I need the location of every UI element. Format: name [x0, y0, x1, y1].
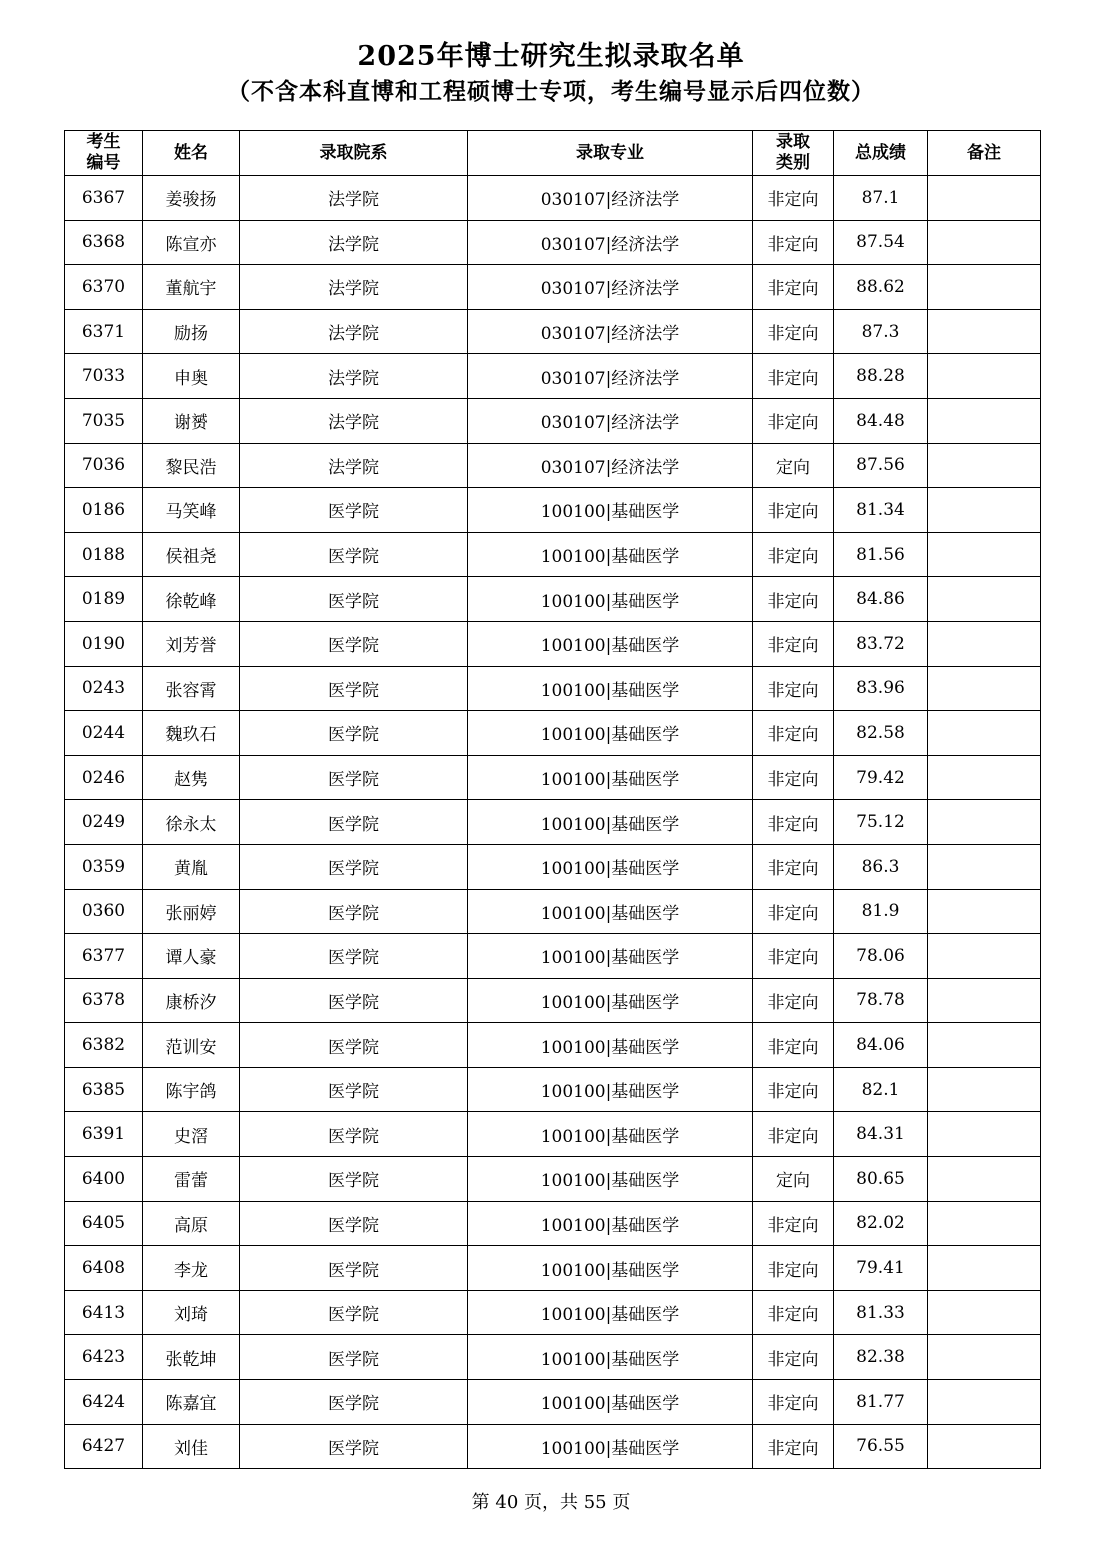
cell-department: 医学院: [240, 1380, 468, 1425]
cell-major: 100100|基础医学: [468, 844, 753, 889]
cell-type: 非定向: [753, 309, 834, 354]
table-row: [65, 1380, 1041, 1425]
cell-note: [928, 354, 1041, 399]
cell-department: 医学院: [240, 711, 468, 756]
cell-major: 030107|经济法学: [468, 176, 753, 221]
cell-department: 医学院: [240, 978, 468, 1023]
cell-id: 6385: [65, 1067, 143, 1112]
table-row: [65, 532, 1041, 577]
cell-name: 康桥汐: [143, 978, 240, 1023]
cell-major: 100100|基础医学: [468, 1112, 753, 1157]
cell-id: 7036: [65, 443, 143, 488]
cell-name: 马笑峰: [143, 488, 240, 533]
cell-major: 100100|基础医学: [468, 1424, 753, 1469]
cell-id: 6371: [65, 309, 143, 354]
cell-department: 法学院: [240, 265, 468, 310]
cell-name: 黄胤: [143, 844, 240, 889]
cell-name: 刘芳誉: [143, 621, 240, 666]
cell-name: 陈宇鸽: [143, 1067, 240, 1112]
table-row: [65, 621, 1041, 666]
cell-id: 6423: [65, 1335, 143, 1380]
cell-department: 医学院: [240, 1112, 468, 1157]
cell-major: 100100|基础医学: [468, 755, 753, 800]
cell-note: [928, 176, 1041, 221]
cell-note: [928, 621, 1041, 666]
cell-score: 80.65: [834, 1157, 928, 1202]
cell-type: 非定向: [753, 1023, 834, 1068]
cell-major: 100100|基础医学: [468, 711, 753, 756]
cell-department: 法学院: [240, 309, 468, 354]
cell-type: 非定向: [753, 1380, 834, 1425]
cell-type: 定向: [753, 1157, 834, 1202]
table-row: [65, 1067, 1041, 1112]
cell-note: [928, 398, 1041, 443]
cell-id: 6378: [65, 978, 143, 1023]
cell-score: 83.72: [834, 621, 928, 666]
cell-type: 非定向: [753, 1335, 834, 1380]
cell-department: 医学院: [240, 1157, 468, 1202]
cell-department: 法学院: [240, 443, 468, 488]
table-row: [65, 666, 1041, 711]
table-row: [65, 755, 1041, 800]
cell-name: 李龙: [143, 1246, 240, 1291]
cell-score: 76.55: [834, 1424, 928, 1469]
cell-type: 非定向: [753, 711, 834, 756]
cell-score: 81.34: [834, 488, 928, 533]
cell-major: 100100|基础医学: [468, 488, 753, 533]
table-row: [65, 354, 1041, 399]
cell-department: 医学院: [240, 666, 468, 711]
cell-score: 83.96: [834, 666, 928, 711]
cell-major: 100100|基础医学: [468, 1380, 753, 1425]
cell-major: 100100|基础医学: [468, 532, 753, 577]
cell-department: 医学院: [240, 800, 468, 845]
cell-id: 6391: [65, 1112, 143, 1157]
table-header-row: [65, 131, 1041, 176]
cell-type: 非定向: [753, 755, 834, 800]
cell-id: 0246: [65, 755, 143, 800]
cell-note: [928, 800, 1041, 845]
cell-note: [928, 1424, 1041, 1469]
cell-major: 100100|基础医学: [468, 1290, 753, 1335]
cell-major: 100100|基础医学: [468, 1335, 753, 1380]
cell-note: [928, 309, 1041, 354]
document-title: 2025年博士研究生拟录取名单: [357, 41, 745, 72]
cell-type: 非定向: [753, 265, 834, 310]
cell-name: 谢赟: [143, 398, 240, 443]
cell-major: 100100|基础医学: [468, 1023, 753, 1068]
table-row: [65, 934, 1041, 979]
cell-name: 张丽婷: [143, 889, 240, 934]
cell-name: 刘琦: [143, 1290, 240, 1335]
cell-type: 非定向: [753, 1067, 834, 1112]
cell-id: 6370: [65, 265, 143, 310]
document-subtitle: （不含本科直博和工程硕博士专项，考生编号显示后四位数）: [227, 78, 875, 105]
cell-department: 医学院: [240, 889, 468, 934]
cell-major: 030107|经济法学: [468, 265, 753, 310]
cell-type: 非定向: [753, 220, 834, 265]
cell-department: 医学院: [240, 1335, 468, 1380]
cell-department: 医学院: [240, 1067, 468, 1112]
table-row: [65, 889, 1041, 934]
cell-score: 75.12: [834, 800, 928, 845]
cell-note: [928, 934, 1041, 979]
header-score: 总成绩: [834, 131, 928, 176]
cell-id: 0189: [65, 577, 143, 622]
cell-id: 0359: [65, 844, 143, 889]
cell-major: 100100|基础医学: [468, 1157, 753, 1202]
cell-department: 医学院: [240, 621, 468, 666]
header-type: 录取类别: [753, 131, 834, 176]
cell-note: [928, 1112, 1041, 1157]
cell-score: 87.56: [834, 443, 928, 488]
table-row: [65, 265, 1041, 310]
cell-note: [928, 1246, 1041, 1291]
cell-id: 6408: [65, 1246, 143, 1291]
cell-name: 雷蕾: [143, 1157, 240, 1202]
cell-note: [928, 488, 1041, 533]
page-number: 第 40 页，共 55 页: [471, 1492, 631, 1513]
cell-id: 6377: [65, 934, 143, 979]
cell-type: 非定向: [753, 176, 834, 221]
cell-type: 非定向: [753, 1201, 834, 1246]
cell-department: 医学院: [240, 577, 468, 622]
cell-department: 医学院: [240, 934, 468, 979]
cell-major: 030107|经济法学: [468, 220, 753, 265]
cell-type: 非定向: [753, 666, 834, 711]
header-note: 备注: [928, 131, 1041, 176]
cell-name: 黎民浩: [143, 443, 240, 488]
cell-department: 医学院: [240, 755, 468, 800]
cell-score: 82.1: [834, 1067, 928, 1112]
cell-note: [928, 978, 1041, 1023]
cell-id: 0190: [65, 621, 143, 666]
cell-department: 医学院: [240, 532, 468, 577]
cell-department: 法学院: [240, 220, 468, 265]
table-row: [65, 978, 1041, 1023]
cell-name: 张乾坤: [143, 1335, 240, 1380]
table-row: [65, 1246, 1041, 1291]
cell-note: [928, 1380, 1041, 1425]
cell-id: 7035: [65, 398, 143, 443]
cell-score: 82.38: [834, 1335, 928, 1380]
table-row: [65, 398, 1041, 443]
cell-id: 6382: [65, 1023, 143, 1068]
cell-name: 励扬: [143, 309, 240, 354]
cell-score: 84.06: [834, 1023, 928, 1068]
cell-score: 79.41: [834, 1246, 928, 1291]
cell-major: 100100|基础医学: [468, 978, 753, 1023]
cell-name: 陈嘉宜: [143, 1380, 240, 1425]
cell-id: 6405: [65, 1201, 143, 1246]
cell-name: 侯祖尧: [143, 532, 240, 577]
cell-id: 0244: [65, 711, 143, 756]
cell-name: 史滘: [143, 1112, 240, 1157]
cell-major: 100100|基础医学: [468, 621, 753, 666]
cell-name: 徐永太: [143, 800, 240, 845]
cell-score: 87.1: [834, 176, 928, 221]
cell-type: 非定向: [753, 1246, 834, 1291]
cell-major: 100100|基础医学: [468, 889, 753, 934]
cell-department: 医学院: [240, 844, 468, 889]
cell-major: 030107|经济法学: [468, 443, 753, 488]
cell-score: 84.31: [834, 1112, 928, 1157]
cell-id: 0188: [65, 532, 143, 577]
table-row: [65, 800, 1041, 845]
cell-score: 81.9: [834, 889, 928, 934]
cell-note: [928, 889, 1041, 934]
cell-name: 范训安: [143, 1023, 240, 1068]
cell-score: 78.78: [834, 978, 928, 1023]
cell-type: 非定向: [753, 621, 834, 666]
cell-id: 0360: [65, 889, 143, 934]
table-row: [65, 1335, 1041, 1380]
cell-type: 非定向: [753, 1112, 834, 1157]
table-row: [65, 309, 1041, 354]
cell-major: 100100|基础医学: [468, 1246, 753, 1291]
cell-major: 030107|经济法学: [468, 398, 753, 443]
cell-score: 78.06: [834, 934, 928, 979]
header-id: 考生编号: [65, 131, 143, 176]
cell-name: 高原: [143, 1201, 240, 1246]
cell-department: 法学院: [240, 176, 468, 221]
cell-note: [928, 844, 1041, 889]
cell-name: 谭人豪: [143, 934, 240, 979]
cell-major: 100100|基础医学: [468, 577, 753, 622]
cell-type: 定向: [753, 443, 834, 488]
cell-note: [928, 577, 1041, 622]
header-department: 录取院系: [240, 131, 468, 176]
cell-note: [928, 1023, 1041, 1068]
table-row: [65, 443, 1041, 488]
cell-type: 非定向: [753, 889, 834, 934]
cell-note: [928, 1335, 1041, 1380]
cell-major: 100100|基础医学: [468, 934, 753, 979]
cell-major: 100100|基础医学: [468, 1201, 753, 1246]
cell-major: 100100|基础医学: [468, 800, 753, 845]
cell-id: 6400: [65, 1157, 143, 1202]
cell-id: 6367: [65, 176, 143, 221]
cell-note: [928, 1201, 1041, 1246]
cell-name: 刘佳: [143, 1424, 240, 1469]
cell-id: 0243: [65, 666, 143, 711]
cell-department: 医学院: [240, 488, 468, 533]
cell-note: [928, 443, 1041, 488]
cell-type: 非定向: [753, 800, 834, 845]
cell-type: 非定向: [753, 934, 834, 979]
cell-score: 82.58: [834, 711, 928, 756]
table-row: [65, 220, 1041, 265]
cell-type: 非定向: [753, 844, 834, 889]
table-row: [65, 1201, 1041, 1246]
cell-name: 赵隽: [143, 755, 240, 800]
cell-score: 81.56: [834, 532, 928, 577]
cell-score: 88.28: [834, 354, 928, 399]
cell-id: 6368: [65, 220, 143, 265]
table-body: [65, 176, 1041, 1469]
cell-id: 0186: [65, 488, 143, 533]
header-name: 姓名: [143, 131, 240, 176]
cell-score: 79.42: [834, 755, 928, 800]
cell-note: [928, 666, 1041, 711]
cell-department: 医学院: [240, 1290, 468, 1335]
cell-type: 非定向: [753, 1424, 834, 1469]
cell-score: 87.54: [834, 220, 928, 265]
table-row: [65, 1290, 1041, 1335]
table-row: [65, 176, 1041, 221]
cell-type: 非定向: [753, 488, 834, 533]
cell-id: 6413: [65, 1290, 143, 1335]
table-row: [65, 1157, 1041, 1202]
cell-id: 6427: [65, 1424, 143, 1469]
cell-note: [928, 711, 1041, 756]
cell-department: 医学院: [240, 1023, 468, 1068]
cell-type: 非定向: [753, 1290, 834, 1335]
cell-department: 医学院: [240, 1246, 468, 1291]
cell-id: 6424: [65, 1380, 143, 1425]
header-major: 录取专业: [468, 131, 753, 176]
cell-major: 100100|基础医学: [468, 666, 753, 711]
cell-note: [928, 265, 1041, 310]
cell-major: 100100|基础医学: [468, 1067, 753, 1112]
cell-department: 医学院: [240, 1424, 468, 1469]
table-row: [65, 1424, 1041, 1469]
cell-department: 医学院: [240, 1201, 468, 1246]
cell-name: 魏玖石: [143, 711, 240, 756]
cell-score: 84.86: [834, 577, 928, 622]
cell-major: 030107|经济法学: [468, 354, 753, 399]
cell-name: 申奥: [143, 354, 240, 399]
cell-note: [928, 1290, 1041, 1335]
cell-score: 88.62: [834, 265, 928, 310]
table-row: [65, 1112, 1041, 1157]
table-row: [65, 844, 1041, 889]
table-row: [65, 1023, 1041, 1068]
cell-score: 86.3: [834, 844, 928, 889]
cell-note: [928, 220, 1041, 265]
table-row: [65, 711, 1041, 756]
cell-score: 81.33: [834, 1290, 928, 1335]
cell-score: 84.48: [834, 398, 928, 443]
cell-department: 法学院: [240, 398, 468, 443]
cell-score: 82.02: [834, 1201, 928, 1246]
cell-type: 非定向: [753, 354, 834, 399]
cell-id: 7033: [65, 354, 143, 399]
admission-table: [64, 130, 1041, 1469]
cell-note: [928, 532, 1041, 577]
cell-note: [928, 1157, 1041, 1202]
cell-type: 非定向: [753, 532, 834, 577]
cell-name: 陈宣亦: [143, 220, 240, 265]
cell-major: 030107|经济法学: [468, 309, 753, 354]
cell-score: 87.3: [834, 309, 928, 354]
table-row: [65, 488, 1041, 533]
cell-name: 姜骏扬: [143, 176, 240, 221]
cell-name: 张容霄: [143, 666, 240, 711]
cell-type: 非定向: [753, 577, 834, 622]
cell-name: 徐乾峰: [143, 577, 240, 622]
cell-type: 非定向: [753, 398, 834, 443]
cell-department: 法学院: [240, 354, 468, 399]
cell-note: [928, 755, 1041, 800]
table-row: [65, 577, 1041, 622]
cell-type: 非定向: [753, 978, 834, 1023]
cell-note: [928, 1067, 1041, 1112]
cell-score: 81.77: [834, 1380, 928, 1425]
cell-id: 0249: [65, 800, 143, 845]
cell-name: 董航宇: [143, 265, 240, 310]
